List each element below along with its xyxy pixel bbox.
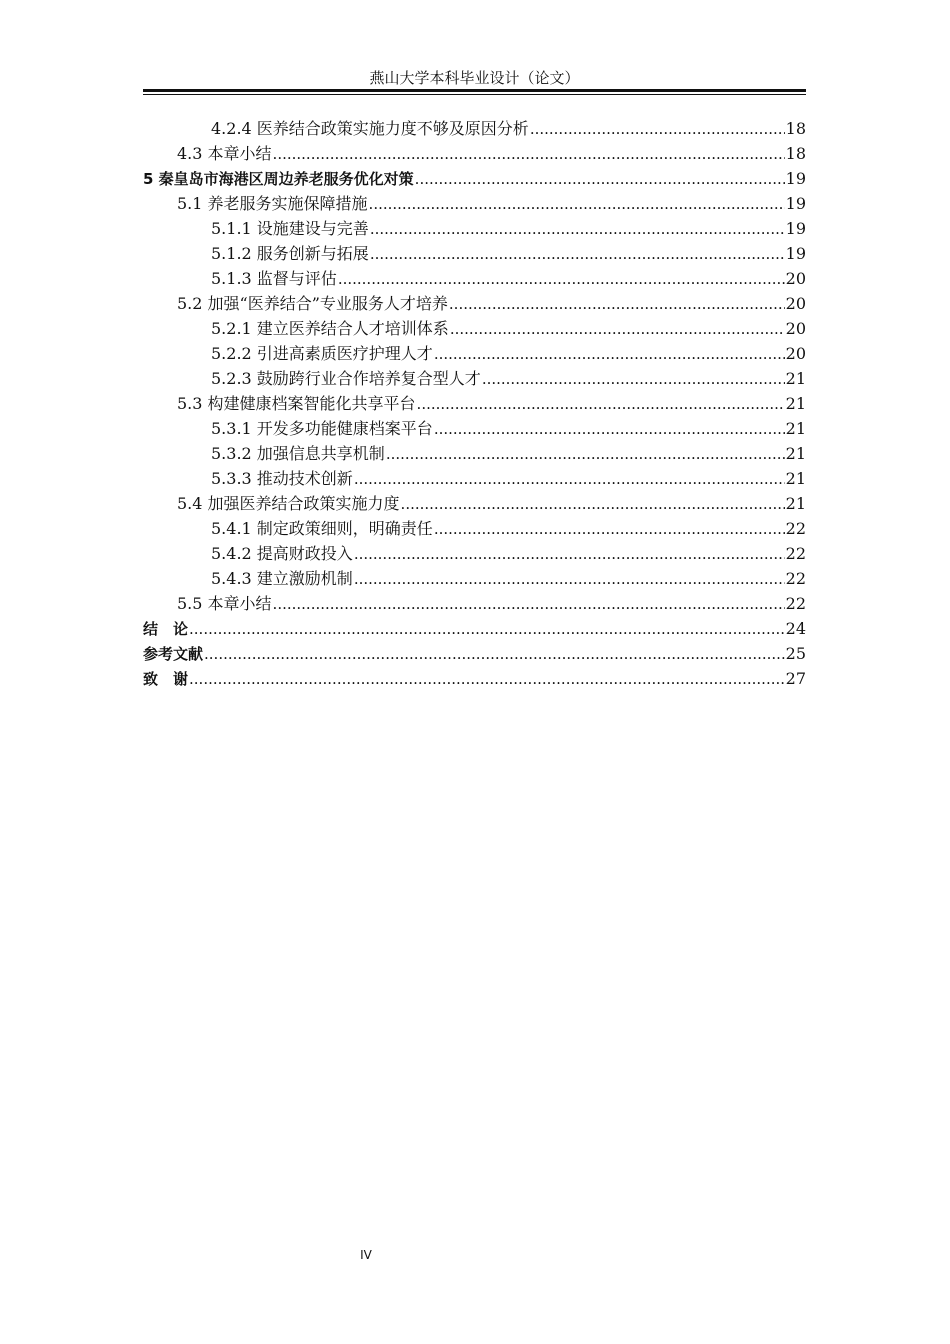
toc-entry-page-number: 21: [785, 469, 806, 488]
toc-dot-leader: [415, 166, 785, 192]
toc-dot-leader: [434, 516, 785, 542]
toc-entry[interactable]: [143, 291, 806, 316]
toc-dot-leader: [273, 591, 785, 617]
header-rule-thick: [143, 89, 806, 92]
toc-entry-page-number: 22: [785, 519, 806, 538]
toc-entry[interactable]: [143, 366, 806, 391]
toc-dot-leader: [434, 416, 785, 442]
toc-entry-page-number: 19: [785, 194, 806, 213]
toc-dot-leader: [386, 441, 785, 467]
toc-entry[interactable]: [143, 566, 806, 591]
toc-entry-title: 4.2.4 医养结合政策实施力度不够及原因分析: [211, 119, 529, 138]
toc-dot-leader: [369, 191, 785, 217]
toc-entry[interactable]: [143, 316, 806, 341]
toc-entry-title: 5.4.3 建立激励机制: [211, 569, 353, 588]
toc-entry[interactable]: [143, 591, 806, 616]
toc-dot-leader: [354, 541, 785, 567]
toc-dot-leader: [530, 116, 785, 142]
toc-entry[interactable]: [143, 266, 806, 291]
toc-dot-leader: [417, 391, 785, 417]
toc-entry-page-number: 18: [785, 119, 806, 138]
toc-entry[interactable]: [143, 241, 806, 266]
toc-entry-page-number: 20: [785, 344, 806, 363]
toc-entry[interactable]: [143, 191, 806, 216]
toc-dot-leader: [370, 241, 785, 267]
toc-entry-title: 结 论: [143, 620, 189, 638]
running-header: 燕山大学本科毕业设计（论文）: [369, 69, 580, 87]
toc-entry-title: 5.2.1 建立医养结合人才培训体系: [211, 319, 449, 338]
toc-entry[interactable]: [143, 166, 806, 191]
toc-entry-title: 5.1.1 设施建设与完善: [211, 219, 369, 238]
toc-entry-page-number: 20: [785, 319, 806, 338]
toc-entry-page-number: 20: [785, 294, 806, 313]
toc-entry-page-number: 27: [785, 669, 806, 688]
toc-entry[interactable]: [143, 666, 806, 691]
toc-entry-page-number: 21: [785, 444, 806, 463]
toc-entry-page-number: 19: [785, 219, 806, 238]
toc-entry[interactable]: [143, 491, 806, 516]
table-of-contents: [143, 116, 806, 691]
toc-entry-title: 5.2.3 鼓励跨行业合作培养复合型人才: [211, 369, 481, 388]
toc-entry-title: 5.2.2 引进高素质医疗护理人才: [211, 344, 433, 363]
toc-entry-title: 5 秦皇岛市海港区周边养老服务优化对策: [143, 170, 414, 188]
toc-entry-page-number: 20: [785, 269, 806, 288]
toc-dot-leader: [450, 316, 785, 342]
toc-entry-page-number: 21: [785, 369, 806, 388]
toc-entry[interactable]: [143, 616, 806, 641]
toc-entry[interactable]: [143, 116, 806, 141]
toc-entry-page-number: 22: [785, 544, 806, 563]
toc-dot-leader: [189, 616, 785, 642]
toc-entry-title: 5.1.3 监督与评估: [211, 269, 337, 288]
toc-entry-title: 5.5 本章小结: [177, 594, 272, 613]
toc-entry-page-number: 18: [785, 144, 806, 163]
toc-entry-title: 5.3.2 加强信息共享机制: [211, 444, 385, 463]
toc-entry-page-number: 19: [785, 169, 806, 188]
toc-entry-page-number: 21: [785, 394, 806, 413]
toc-dot-leader: [370, 216, 785, 242]
toc-entry-title: 5.3.1 开发多功能健康档案平台: [211, 419, 433, 438]
toc-entry-title: 5.3 构建健康档案智能化共享平台: [177, 394, 416, 413]
toc-dot-leader: [482, 366, 785, 392]
toc-dot-leader: [449, 291, 785, 317]
toc-entry-page-number: 22: [785, 569, 806, 588]
toc-entry-title: 参考文献: [143, 645, 204, 663]
toc-entry[interactable]: [143, 516, 806, 541]
toc-dot-leader: [354, 566, 785, 592]
toc-entry[interactable]: [143, 441, 806, 466]
toc-entry-title: 5.1.2 服务创新与拓展: [211, 244, 369, 263]
toc-entry[interactable]: [143, 216, 806, 241]
toc-entry[interactable]: [143, 541, 806, 566]
toc-entry-page-number: 19: [785, 244, 806, 263]
toc-entry-page-number: 21: [785, 494, 806, 513]
header-rule-thin: [143, 94, 806, 95]
toc-entry-title: 5.4 加强医养结合政策实施力度: [177, 494, 400, 513]
toc-dot-leader: [338, 266, 785, 292]
toc-entry[interactable]: [143, 416, 806, 441]
toc-entry-page-number: 21: [785, 419, 806, 438]
toc-entry-title: 5.2 加强“医养结合”专业服务人才培养: [177, 294, 448, 313]
toc-entry-title: 5.4.1 制定政策细则，明确责任: [211, 519, 433, 538]
toc-entry[interactable]: [143, 391, 806, 416]
toc-entry-page-number: 24: [785, 619, 806, 638]
page-number: IV: [360, 1248, 372, 1262]
toc-entry-title: 5.3.3 推动技术创新: [211, 469, 353, 488]
toc-entry-title: 5.4.2 提高财政投入: [211, 544, 353, 563]
toc-dot-leader: [189, 666, 785, 692]
toc-dot-leader: [273, 141, 785, 167]
toc-dot-leader: [401, 491, 785, 517]
toc-entry-page-number: 25: [785, 644, 806, 663]
toc-entry-page-number: 22: [785, 594, 806, 613]
toc-dot-leader: [434, 341, 785, 367]
toc-entry-title: 4.3 本章小结: [177, 144, 272, 163]
toc-entry[interactable]: [143, 141, 806, 166]
toc-dot-leader: [204, 641, 785, 667]
toc-entry[interactable]: [143, 466, 806, 491]
toc-entry-title: 5.1 养老服务实施保障措施: [177, 194, 368, 213]
toc-entry[interactable]: [143, 641, 806, 666]
toc-entry-title: 致 谢: [143, 670, 189, 688]
toc-entry[interactable]: [143, 341, 806, 366]
toc-dot-leader: [354, 466, 785, 492]
